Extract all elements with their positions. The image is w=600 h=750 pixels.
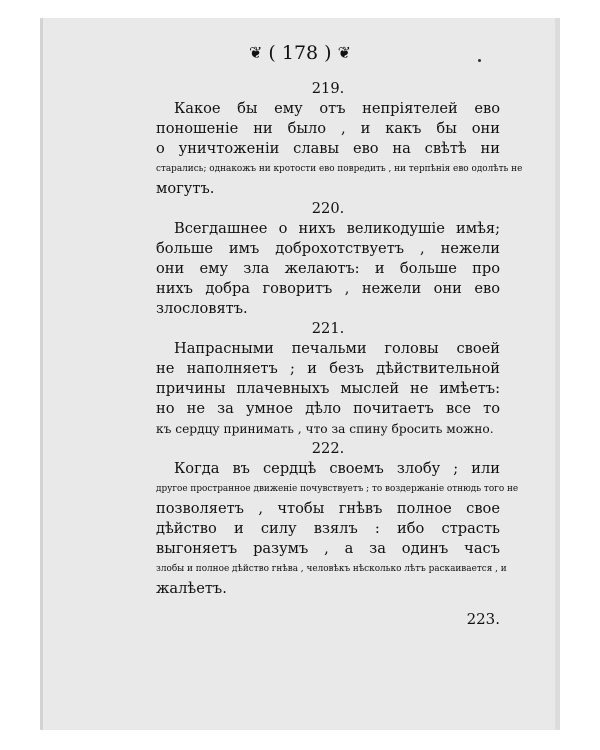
text-line: къ сердцу принимать , что за спину бросить можно. <box>156 422 494 436</box>
text-line: причины плачевныхъ мыслей не имѣетъ: <box>156 380 500 397</box>
text-line: не наполняетъ ; и безъ дѣйствительной <box>156 360 500 377</box>
text-line: старались; однакожъ ни кротости ево повредить , ни терпѣнія ево одолѣть не <box>156 164 523 174</box>
text-line: нихъ добра говоритъ , нежели они ево <box>156 280 500 297</box>
text-line: другое пространное движеніе почувствуетъ ; то воздержаніе отнюдь того не <box>156 484 519 494</box>
text-line: злословятъ. <box>156 300 248 317</box>
catchword: 223. <box>466 610 500 628</box>
ornament-right-icon: ❦ <box>337 43 352 62</box>
text-line: злобы и полное дѣйство гнѣва , человѣкъ нѣсколько лѣтъ раскаивается , и <box>156 564 507 574</box>
text-line: но не за умное дѣло почитаетъ все то <box>156 400 500 417</box>
text-line: Какое бы ему отъ непріятелей ево <box>174 100 500 117</box>
page-edge-right <box>555 18 560 730</box>
text-line: поношеніе ни было , и какъ бы они <box>156 120 500 137</box>
stray-dot <box>478 59 481 62</box>
text-line: позволяетъ , чтобы гнѣвъ полное свое <box>156 500 500 517</box>
page-body <box>156 79 523 599</box>
text-line: Напрасными печальми головы своей <box>174 340 500 357</box>
text-line: о уничтоженіи славы ево на свѣтѣ ни <box>156 140 500 157</box>
page-header <box>150 42 450 68</box>
text-line: Всегдашнее о нихъ великодушіе имѣя; <box>174 220 500 237</box>
text-line: больше имъ доброхотствуетъ , нежели <box>156 240 500 257</box>
page-number: ( 178 ) <box>268 42 332 64</box>
paragraph-number: 221. <box>311 320 345 337</box>
text-line: Когда въ сердцѣ своемъ злобу ; или <box>174 460 500 477</box>
text-line: могутъ. <box>156 180 215 197</box>
paragraph-number: 222. <box>311 440 345 457</box>
paragraph-number: 219. <box>311 80 345 97</box>
text-line: они ему зла желаютъ: и больше про <box>156 260 500 277</box>
text-line: жалѣетъ. <box>156 580 227 597</box>
ornament-left-icon: ❦ <box>248 43 263 62</box>
text-line: выгоняетъ разумъ , а за одинъ часъ <box>156 540 500 557</box>
paragraph-number: 220. <box>311 200 345 217</box>
page-edge-left <box>40 18 43 730</box>
text-line: дѣйство и силу взялъ : ибо страсть <box>156 520 500 537</box>
